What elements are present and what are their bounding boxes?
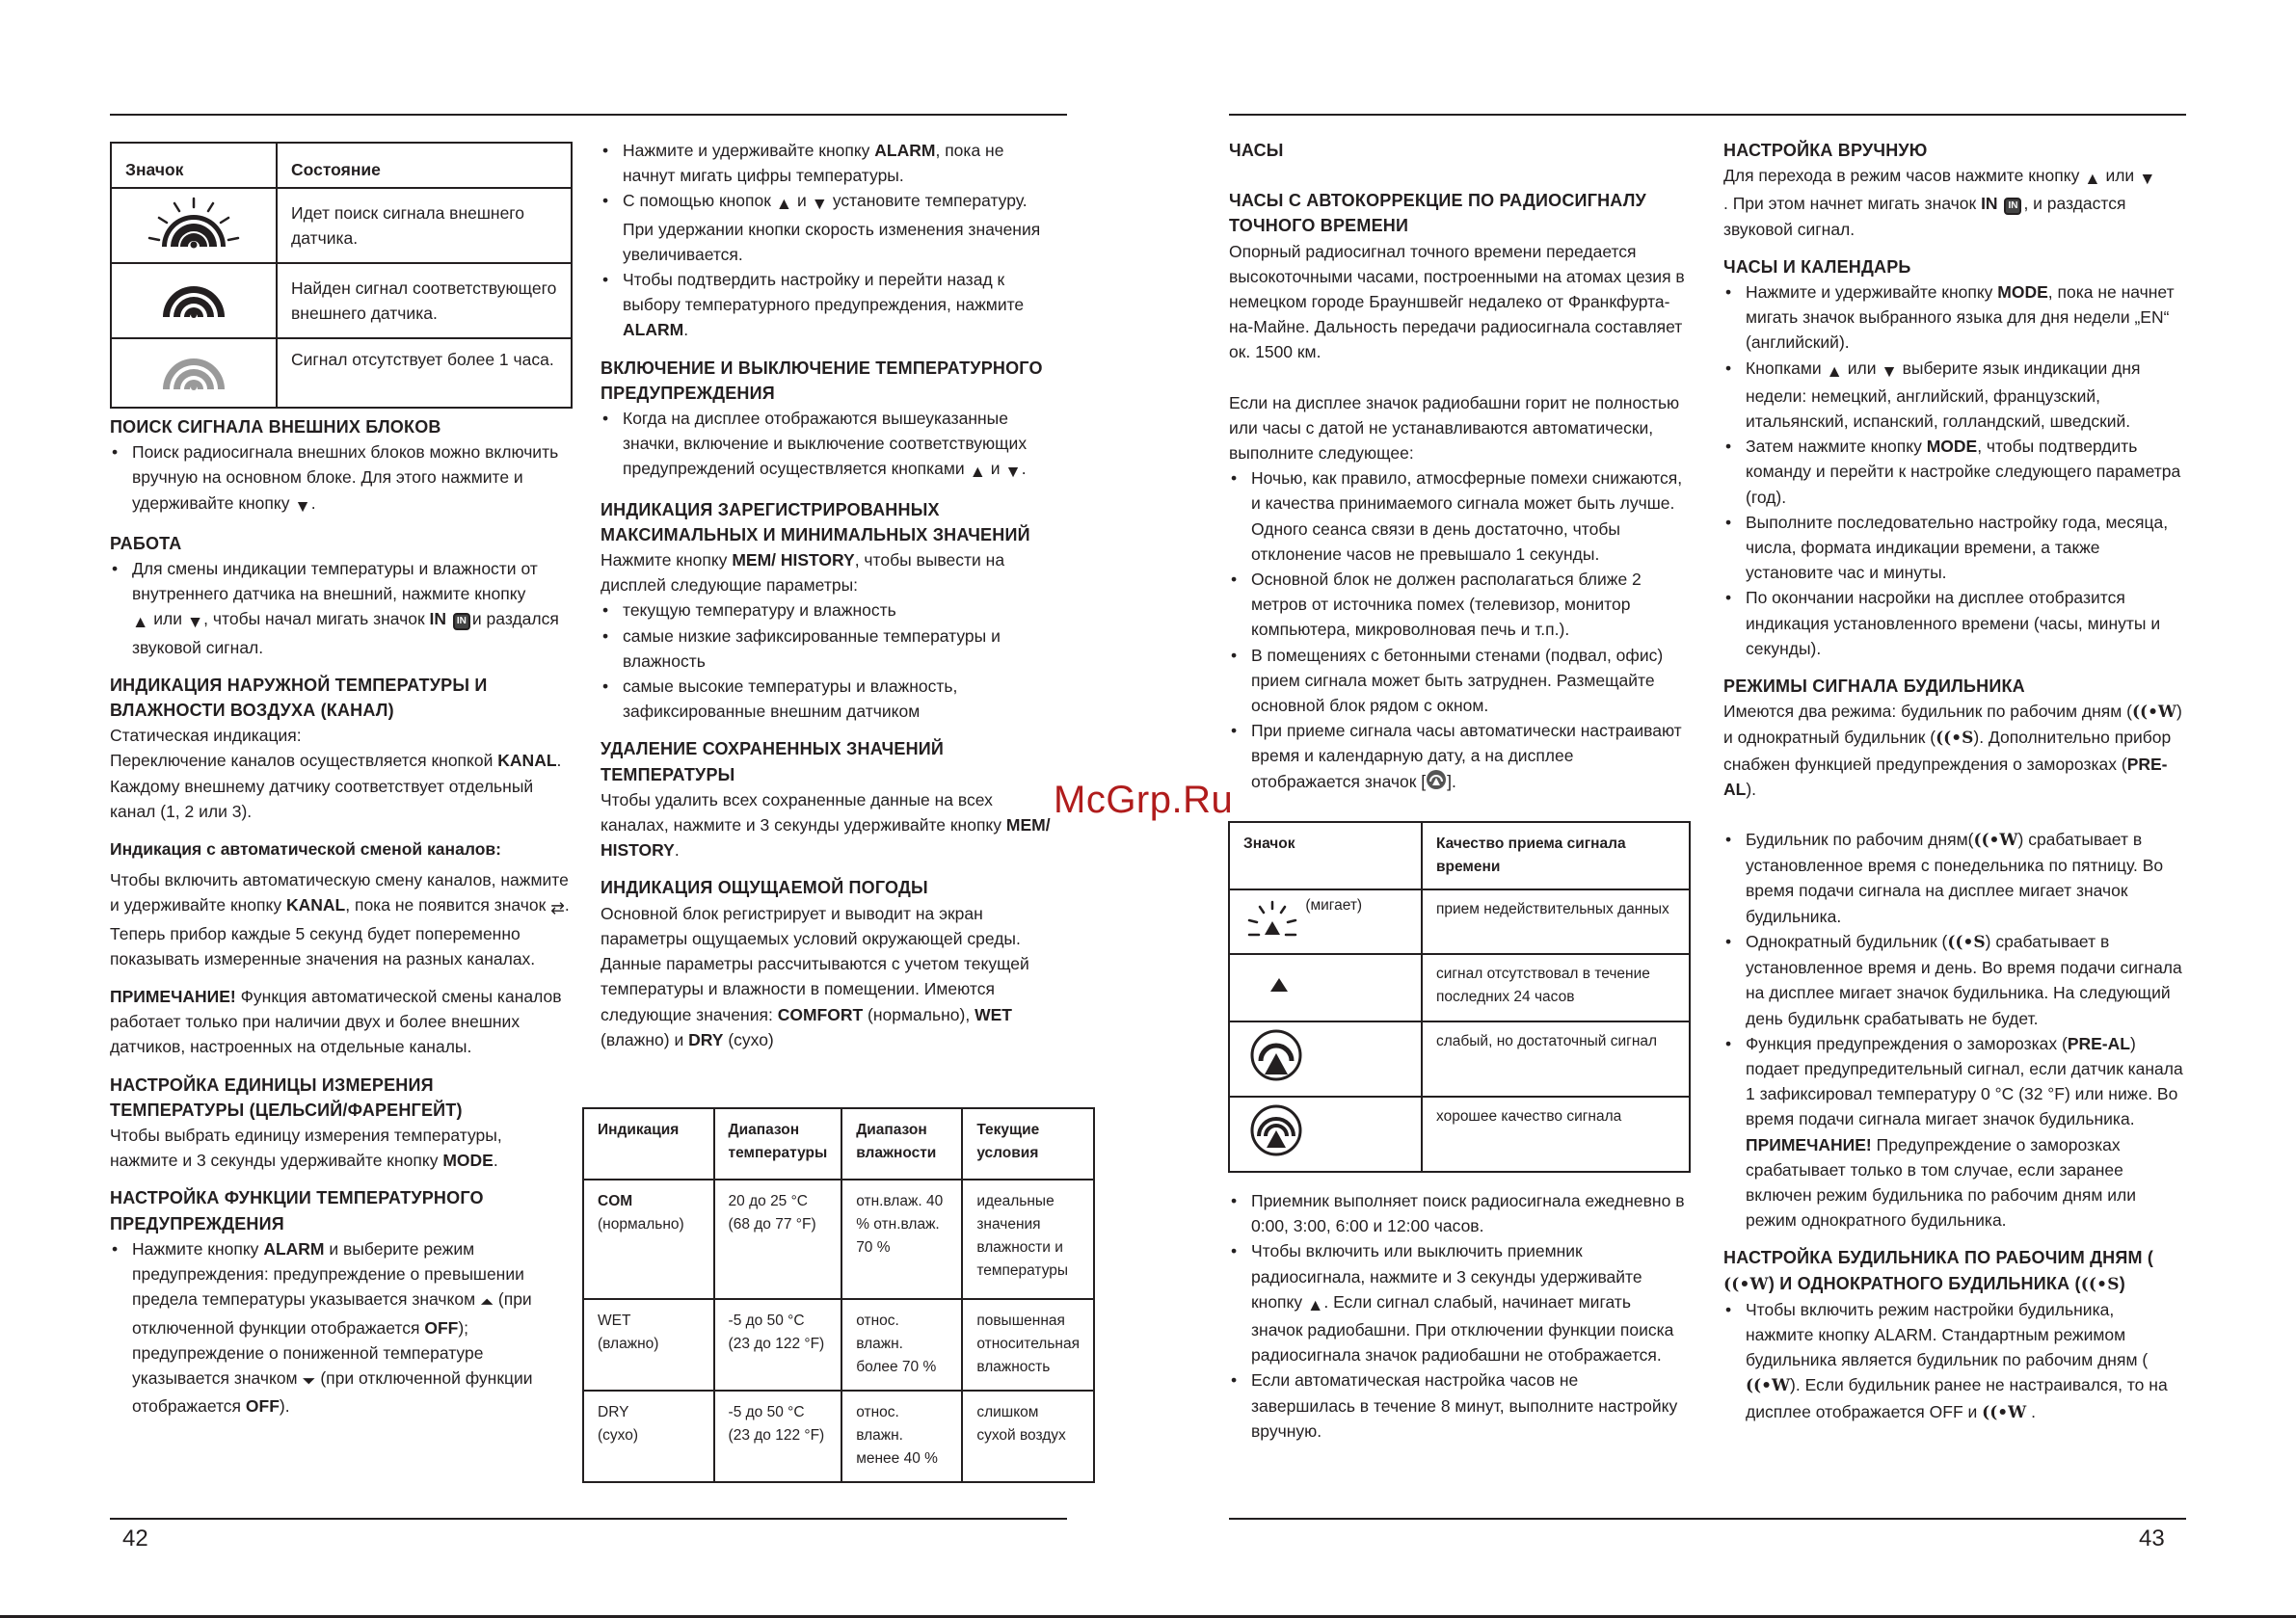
minmax-p: Нажмите кнопку MEM/ HISTORY, чтобы вывести на дисплей следующие параметры: xyxy=(601,550,1005,596)
clock-item-3: • В помещениях с бетонными стенами (подвал, офис) прием сигнала может быть затруднен. Размещайте основной блок рядом с окном. xyxy=(1229,643,1687,719)
signal-searching-icon xyxy=(111,188,277,263)
bottom-rule-right xyxy=(1229,1518,2186,1520)
tower-blinking-icon xyxy=(1229,889,1422,954)
outdoor-note: ПРИМЕЧАНИЕ! Функция автоматической смены каналов работает только при наличии двух и более внешних датчиков, настроенных на отдельные каналы. xyxy=(110,987,562,1057)
weekday-alarm-icon: ((•W xyxy=(1982,1402,2027,1422)
minmax-list xyxy=(601,597,1058,724)
outdoor-p2: Переключение каналов осуществляется кнопкой KANAL. xyxy=(110,751,562,771)
down-arrow-icon: ▼ xyxy=(811,194,828,214)
comfort-code: DRY xyxy=(598,1404,629,1420)
cycle-icon: ⇄ xyxy=(550,898,565,918)
up-arrow-icon: ▲ xyxy=(969,462,986,482)
manual-title: НАСТРОЙКА ВРУЧНУЮ xyxy=(1723,141,1928,160)
in-icon: IN xyxy=(2004,198,2021,215)
outdoor-p3: Каждому внешнему датчику соответствует отдельный канал (1, 2 или 3). xyxy=(110,776,534,821)
manual-p: Для перехода в режим часов нажмите кнопку ▲ или ▼ . При этом начнет мигать значок IN IN , и раздастся звуковой сигнал. xyxy=(1723,166,2156,239)
alarm-set-item: • Чтобы включить режим настройки будильника, нажмите кнопку ALARM. Стандартным режимом будильника является будильник по рабочим дням (((•W). Если будильник ранее не настраивался, то на дисплее отображается OFF и ((•W . xyxy=(1723,1297,2186,1425)
clock-item-2: • Основной блок не должен располагаться ближе 2 метров от источника помех (телевизор, монитор компьютера, микроволновая печь и т.п.). xyxy=(1229,567,1687,643)
calendar-item-2: • Кнопками ▲ или ▼ выберите язык индикации дня недели: немецкий, английский, французский, итальянский, испанский, голландский, шведский. xyxy=(1723,356,2186,435)
page-number-left: 42 xyxy=(122,1525,148,1552)
tempwarn-item-1: • Нажмите кнопку ALARM и выберите режим предупреждения: предупреждение о превышении предела температуры указывается значком ⏶ (при отключенной функции отображается OFF); предупреждение о пониженной температуре указывается значком ⏷ (при отключенной функции отображается OFF). xyxy=(110,1236,573,1419)
minmax-item-1: • текущую температуру и влажность xyxy=(601,597,1058,623)
alarm-modes-item-1: • Будильник по рабочим дням(((•W) срабатывает в установленное время с понедельника по пятницу. Во время подачи сигнала на дисплее мигает значок будильника. xyxy=(1723,827,2186,929)
icon-table-state-3: Сигнал отсутствует более 1 часа. xyxy=(277,338,572,408)
single-alarm-icon: ((•S xyxy=(2080,1274,2120,1294)
calendar-item-3: • Затем нажмите кнопку MODE, чтобы подтвердить команду и перейти к настройке следующего параметра (год). xyxy=(1723,434,2186,510)
onoff-title: ВКЛЮЧЕНИЕ И ВЫКЛЮЧЕНИЕ ТЕМПЕРАТУРНОГО ПРЕДУПРЕЖДЕНИЯ xyxy=(601,358,1043,403)
tempwarn-list-cont xyxy=(601,138,1058,343)
blink-label: (мигает) xyxy=(1305,897,1363,914)
receiver-list xyxy=(1229,1188,1687,1444)
search-title: ПОИСК СИГНАЛА ВНЕШНИХ БЛОКОВ xyxy=(110,417,441,437)
delete-title: УДАЛЕНИЕ СОХРАНЕННЫХ ЗНАЧЕНИЙ ТЕМПЕРАТУРЫ xyxy=(601,739,945,784)
receiver-item-3: • Если автоматическая настройка часов не завершилась в течение 8 минут, выполните настройку вручную. xyxy=(1229,1367,1687,1444)
icon-state-table xyxy=(110,142,573,409)
tempwarn-item-3: • С помощью кнопок ▲ и ▼ установите температуру. При удержании кнопки скорость изменения значения увеличивается. xyxy=(601,188,1058,267)
work-title: РАБОТА xyxy=(110,533,182,553)
receiver-item-2: • Чтобы включить или выключить приемник радиосигнала, нажмите и 3 секунды удерживайте кнопку ▲. Если сигнал слабый, начинает мигать значок радиобашни. При отключении функции поиска радиосигнала значок радиобашни не отображается. xyxy=(1229,1238,1687,1367)
auto-channel-subtitle: Индикация с автоматической сменой каналов: xyxy=(110,839,502,860)
outdoor-title: ИНДИКАЦИЯ НАРУЖНОЙ ТЕМПЕРАТУРЫ И ВЛАЖНОСТИ ВОЗДУХА (КАНАЛ) xyxy=(110,675,488,721)
alarm-modes-item-3: • Функция предупреждения о заморозках (PRE-AL) подает предупредительный сигнал, если датчик канала 1 зафиксировал температуру 0 °C (32 °F) или ниже. Во время подачи сигнала мигает значок будильника. ПРИМЕЧАНИЕ! Предупреждение о заморозках срабатывает только в том случае, если заранее включен режим будильника по рабочим дням или режим однократного будильника. xyxy=(1723,1031,2186,1233)
signal-found-icon xyxy=(111,263,277,338)
single-alarm-icon: ((•S xyxy=(1936,729,1974,749)
comfort-table-row: DRY (сухо) -5 до 50 °C (23 до 122 °F) относ. влажн. менее 40 % слишком сухой воздух xyxy=(583,1391,1094,1482)
left-column-1 xyxy=(110,414,573,1419)
high-temp-warning-icon: ⏶ xyxy=(480,1292,494,1313)
up-arrow-icon: ▲ xyxy=(2084,169,2101,189)
down-arrow-icon: ▼ xyxy=(186,612,204,632)
search-item: • Поиск радиосигнала внешних блоков можно включить вручную на основном блоке. Для этого нажмите и удерживайте кнопку ▼. xyxy=(110,439,573,518)
radio-signal-table: Значок Качество приема сигнала времени (мигает) прием недействительных данных сигнал отсутствовал в течение последних 24 часов слабый, но достаточный сигнал хорошее качество сигнала xyxy=(1228,821,1691,1173)
comfort-p: Основной блок регистрирует и выводит на экран параметры ощущаемых условий окружающей среды. Данные параметры рассчитываются с учетом текущей температуры и влажности в помещении. Имеются следующие значения: COMFORT (нормально), WET (влажно) и DRY (сухо) xyxy=(601,903,1029,1049)
calendar-item-5: • По окончании насройки на дисплее отобразится индикация установленного времени (часы, минуты и секунды). xyxy=(1723,585,2186,661)
right-column-1 xyxy=(1229,138,1687,797)
right-column-1-bottom xyxy=(1229,1188,1687,1444)
tempwarn-title: НАСТРОЙКА ФУНКЦИИ ТЕМПЕРАТУРНОГО ПРЕДУПРЕЖДЕНИЯ xyxy=(110,1188,484,1233)
icon-table-state-2: Найден сигнал соответствующего внешнего датчика. xyxy=(277,263,572,338)
bottom-rule-left xyxy=(110,1518,1067,1520)
right-column-2 xyxy=(1723,138,2186,1425)
calendar-item-4: • Выполните последовательно настройку года, месяца, числа, формата индикации времени, а также установите час и минуты. xyxy=(1723,510,2186,586)
alarm-modes-p: Имеются два режима: будильник по рабочим дням (((•W) и однократный будильник (((•S). Дополнительно прибор снабжен функцией предупреждения о заморозках (PRE-AL). xyxy=(1723,702,2182,799)
down-arrow-icon: ▼ xyxy=(2139,169,2156,189)
alarm-set-list xyxy=(1723,1297,2186,1425)
up-arrow-icon: ▲ xyxy=(1826,360,1843,381)
tower-good-icon xyxy=(1229,1097,1422,1172)
unit-title: НАСТРОЙКА ЕДИНИЦЫ ИЗМЕРЕНИЯ ТЕМПЕРАТУРЫ (ЦЕЛЬСИЙ/ФАРЕНГЕЙТ) xyxy=(110,1074,463,1120)
left-column-2 xyxy=(601,138,1058,1052)
up-arrow-icon: ▲ xyxy=(775,194,793,214)
in-icon: IN xyxy=(453,613,470,630)
down-arrow-icon: ▼ xyxy=(294,495,311,516)
tower-weak-icon xyxy=(1229,1021,1422,1097)
radio-table-header-quality: Качество приема сигнала времени xyxy=(1422,822,1690,889)
comfort-code: COM xyxy=(598,1193,633,1209)
tempwarn-item-2: • Нажмите и удерживайте кнопку ALARM, пока не начнут мигать цифры температуры. xyxy=(601,138,1058,188)
outdoor-p1: Статическая индикация: xyxy=(110,726,302,746)
comfort-table-header-4: Текущие условия xyxy=(962,1108,1094,1180)
calendar-title: ЧАСЫ И КАЛЕНДАРЬ xyxy=(1723,256,1911,277)
alarm-set-title: НАСТРОЙКА БУДИЛЬНИКА ПО РАБОЧИМ ДНЯМ (((•W) И ОДНОКРАТНОГО БУДИЛЬНИКА (((•S) xyxy=(1723,1245,2186,1296)
onoff-item: • Когда на дисплее отображаются вышеуказанные значки, включение и выключение соответствующих предупреждений осуществляется кнопками ▲ и ▼. xyxy=(601,406,1058,485)
top-rule-right xyxy=(1229,114,2186,116)
calendar-item-1: • Нажмите и удерживайте кнопку MODE, пока не начнет мигать значок выбранного языка для дня недели „EN“ (английский). xyxy=(1723,279,2186,356)
up-arrow-icon: ▲ xyxy=(1307,1294,1324,1314)
down-arrow-icon: ▼ xyxy=(1004,462,1022,482)
tempwarn-item-4: • Чтобы подтвердить настройку и перейти назад к выбору температурного предупреждения, нажмите ALARM. xyxy=(601,267,1058,343)
clock-item-4: • При приеме сигнала часы автоматически настраивают время и календарную дату, а на дисплее отображается значок [ ]. xyxy=(1229,718,1687,797)
page-number-right: 43 xyxy=(2139,1525,2165,1552)
icon-table-state-1: Идет поиск сигнала внешнего датчика. xyxy=(277,188,572,263)
minmax-item-2: • самые низкие зафиксированные температуры и влажность xyxy=(601,623,1058,674)
icon-table-header-icon: Значок xyxy=(111,143,277,188)
receiver-item-1: • Приемник выполняет поиск радиосигнала ежедневно в 0:00, 3:00, 6:00 и 12:00 часов. xyxy=(1229,1188,1687,1238)
comfort-table-header-2: Диапазон температуры xyxy=(714,1108,842,1180)
comfort-table xyxy=(582,1107,1095,1483)
tower-good-icon xyxy=(1426,769,1447,797)
radio-table-header-icon: Значок xyxy=(1229,822,1422,889)
down-arrow-icon: ▼ xyxy=(1881,360,1898,381)
clock-item-1: • Ночью, как правило, атмосферные помехи снижаются, и качества принимаемого сигнала может быть лучше. Одного сеанса связи в день достаточно, чтобы отклонение часов не превышало 1 секунды. xyxy=(1229,465,1687,567)
outdoor-p4: Чтобы включить автоматическую смену каналов, нажмите и удерживайте кнопку KANAL, пока не появится значок ⇄. Теперь прибор каждые 5 секунд будет попеременно показывать измеренные значения на разных каналах. xyxy=(110,870,570,968)
work-list xyxy=(110,556,573,660)
comfort-code: WET xyxy=(598,1313,631,1329)
weekday-alarm-icon: ((•W xyxy=(1746,1376,1791,1396)
single-alarm-icon: ((•S xyxy=(1947,932,1986,952)
alarm-modes-title: РЕЖИМЫ СИГНАЛА БУДИЛЬНИКА xyxy=(1723,676,2025,697)
minmax-title: ИНДИКАЦИЯ ЗАРЕГИСТРИРОВАННЫХ МАКСИМАЛЬНЫХ И МИНИМАЛЬНЫХ ЗНАЧЕНИЙ xyxy=(601,499,1030,544)
low-temp-warning-icon: ⏷ xyxy=(302,1370,316,1391)
alarm-modes-item-2: • Однократный будильник (((•S) срабатывает в установленное время и день. Во время подачи сигнала на дисплее мигает значок будильника. На следующий день будильнк срабатывать не будет. xyxy=(1723,929,2186,1031)
search-list xyxy=(110,439,573,518)
watermark: McGrp.Ru xyxy=(1054,779,1234,821)
alarm-modes-list xyxy=(1723,827,2186,1233)
icon-table-header-state: Состояние xyxy=(277,143,572,188)
clock-p1: Опорный радиосигнал точного времени передается высокоточными часами, построенными на атомах цезия в немецком городе Брауншвейг недалеко от Франкфурта-на-Майне. Дальность передачи радиосигнала составляет ок. 1500 км. xyxy=(1229,241,1685,362)
radio-clock-title: ЧАСЫ С АВТОКОРРЕКЦИЕ ПО РАДИОСИГНАЛУ ТОЧНОГО ВРЕМЕНИ xyxy=(1229,191,1646,236)
comfort-table-row: COM (нормально) 20 до 25 °C (68 до 77 °F) отн.влаж. 40 % отн.влаж. 70 % идеальные значения влажности и температуры xyxy=(583,1180,1094,1299)
unit-p: Чтобы выбрать единицу измерения температуры, нажмите и 3 секунды удерживайте кнопку MODE. xyxy=(110,1126,502,1171)
weekday-alarm-icon: ((•W xyxy=(2131,703,2177,723)
up-arrow-icon: ▲ xyxy=(132,612,149,632)
work-item: • Для смены индикации температуры и влажности от внутреннего датчика на внешний, нажмите кнопку ▲ или ▼, чтобы начал мигать значок IN IN и раздался звуковой сигнал. xyxy=(110,556,573,660)
comfort-table-header-3: Диапазон влажности xyxy=(841,1108,962,1180)
calendar-list xyxy=(1723,279,2186,661)
weekday-alarm-icon: ((•W xyxy=(1973,831,2018,851)
comfort-title: ИНДИКАЦИЯ ОЩУЩАЕМОЙ ПОГОДЫ xyxy=(601,878,928,898)
tempwarn-list xyxy=(110,1236,573,1419)
clock-p2: Если на дисплее значок радиобашни горит не полностью или часы с датой не устанавливаются автоматически, выполните следующее: xyxy=(1229,392,1680,464)
comfort-table-header-1: Индикация xyxy=(583,1108,714,1180)
clock-title: ЧАСЫ xyxy=(1229,141,1284,160)
tower-icon xyxy=(1229,954,1422,1021)
signal-lost-icon xyxy=(111,338,277,408)
weekday-alarm-icon: ((•W xyxy=(1723,1274,1769,1294)
top-rule-left xyxy=(110,114,1067,116)
comfort-table-row: WET (влажно) -5 до 50 °C (23 до 122 °F) относ. влажн. более 70 % повышенная относительная влажность xyxy=(583,1299,1094,1391)
minmax-item-3: • самые высокие температуры и влажность, зафиксированные внешним датчиком xyxy=(601,674,1058,724)
clock-list xyxy=(1229,465,1687,797)
delete-p: Чтобы удалить всех сохраненные данные на всех каналах, нажмите и 3 секунды удерживайте кнопку MEM/ HISTORY. xyxy=(601,789,1051,861)
onoff-list xyxy=(601,406,1058,485)
